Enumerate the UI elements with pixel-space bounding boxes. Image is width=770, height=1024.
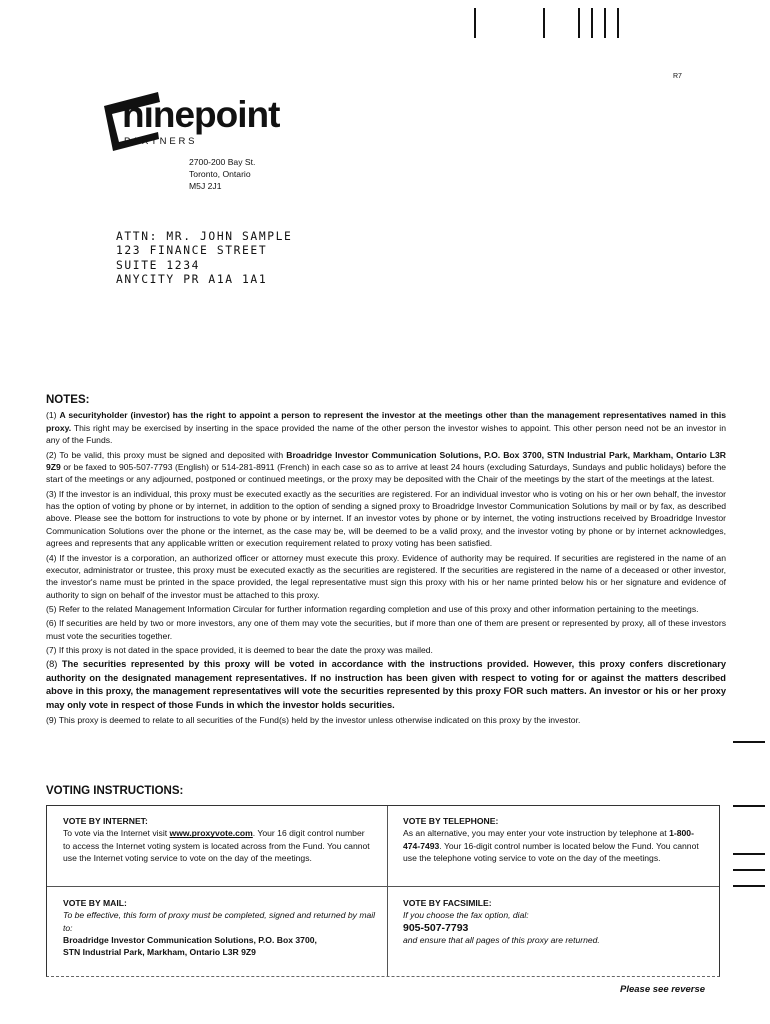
- internet-text-post: . Your 16 digit control number to access the Internet voting system is located across from the Fund. You cannot use the Internet voting service to vote on the day of the meetings.: [63, 828, 370, 863]
- page-code: R7: [673, 73, 682, 80]
- recipient-line: 123 FINANCE STREET: [116, 244, 268, 258]
- sender-address: [189, 156, 255, 192]
- mail-title: VOTE BY MAIL:: [63, 898, 127, 908]
- note-8-bold: The securities represented by this proxy will be voted in accordance with the instructions provided. However, this proxy confers discretionary authority on the designated management representatives. If no instruction has been given with respect to voting for or against the matters described above in this proxy, the management representatives will vote the securities represented by this proxy FOR such matters. An investor or his or her proxy may only vote in respect of those Funds in which the investor holds securities.: [46, 659, 726, 710]
- facsimile-title: VOTE BY FACSIMILE:: [403, 898, 492, 908]
- vote-by-telephone: [403, 815, 708, 864]
- recipient-line: ATTN: MR. JOHN SAMPLE: [116, 230, 293, 243]
- sender-line: Toronto, Ontario: [189, 169, 251, 179]
- recipient-address: [116, 230, 292, 287]
- internet-text-pre: To vote via the Internet visit: [63, 828, 170, 839]
- note-2-text: (2) To be valid, this proxy must be signed and deposited with: [46, 449, 287, 460]
- recipient-line: ANYCITY PR A1A 1A1: [116, 272, 268, 286]
- telephone-text-pre: As an alternative, you may enter your vote instruction by telephone at: [403, 828, 670, 839]
- internet-title: VOTE BY INTERNET:: [63, 816, 148, 826]
- sender-line: 2700-200 Bay St.: [189, 157, 256, 167]
- proxyvote-link[interactable]: www.proxyvote.com: [169, 828, 253, 839]
- ninepoint-logo: [100, 92, 280, 152]
- fax-note: [403, 934, 708, 946]
- vote-by-mail: [63, 897, 381, 958]
- sender-line: M5J 2J1: [189, 181, 222, 191]
- fax-number: 905-507-7793: [403, 921, 469, 934]
- logo-wordmark: ninepoint: [122, 94, 280, 135]
- telephone-text-post: . Your 16-digit control number is located below the Fund. You cannot use the telephone voting service to vote on the day of the meetings.: [403, 840, 699, 863]
- box-divider-vertical: [387, 806, 388, 976]
- note-6: (6) If securities are held by two or more investors, any one of them may vote the securities, but if more than one of them are present or represented by proxy, all of these investors must vote the securities together.: [46, 618, 726, 641]
- fax-note-text: and ensure that all pages of this proxy are returned.: [403, 934, 600, 945]
- mail-instruction: [63, 909, 381, 934]
- notes-heading: NOTES:: [46, 394, 90, 406]
- note-number: (1): [46, 410, 60, 421]
- telephone-text: [403, 827, 708, 864]
- mail-address-line: Broadridge Investor Communication Solutions, P.O. Box 3700,: [63, 934, 317, 945]
- margin-line: [733, 853, 765, 855]
- margin-line: [733, 885, 765, 887]
- vote-by-internet: [63, 815, 373, 864]
- note-1-text: This right may be exercised by inserting in the space provided the name of the other person the investor wishes to appoint. This other person need not be an investor in any of the Funds.: [46, 422, 726, 446]
- voting-instructions-heading: VOTING INSTRUCTIONS:: [46, 785, 184, 797]
- vote-by-facsimile: [403, 897, 708, 946]
- note-2: [46, 449, 726, 486]
- note-2-rest: or be faxed to 905-507-7793 (English) or 514-281-8911 (French) in each case so as to arrive at least 24 hours (excluding Saturdays, Sundays and public holidays) before the start of the meetings or any adjourned, postponed or continued meetings, or the proxy may be deposited with the Chair of the meetings by the start of the meetings at the latest.: [46, 461, 726, 485]
- voting-instructions-box: [46, 805, 720, 977]
- note-2-bold: Broadridge Investor Communication Solutions, P.O. Box 3700, STN Industrial Park, Markham, Ontario L3R 9Z9: [46, 449, 726, 472]
- note-number: (8): [46, 659, 62, 670]
- fax-instruction: [403, 909, 708, 921]
- mail-mark-bar: [474, 8, 476, 38]
- note-1: [46, 409, 726, 446]
- note-7: (7) If this proxy is not dated in the space provided, it is deemed to bear the date the proxy was mailed.: [46, 645, 433, 656]
- mail-address-line: STN Industrial Park, Markham, Ontario L3R 9Z9: [63, 947, 256, 958]
- telephone-number: 1-800-474-7493: [403, 828, 694, 851]
- note-8: [46, 658, 726, 712]
- fax-instruction-text: If you choose the fax option, dial:: [403, 910, 529, 921]
- note-1-bold: A securityholder (investor) has the right to appoint a person to represent the investor at the meetings other than the management representatives named in this proxy.: [46, 410, 726, 433]
- logo-subtitle: PARTNERS: [124, 136, 198, 147]
- mail-mark-bar: [604, 8, 606, 38]
- internet-text: [63, 827, 373, 864]
- telephone-title: VOTE BY TELEPHONE:: [403, 816, 499, 826]
- please-see-reverse: Please see reverse: [620, 984, 706, 995]
- recipient-line: SUITE 1234: [116, 258, 201, 272]
- mail-mark-bar: [591, 8, 593, 38]
- mail-mark-bar: [617, 8, 619, 38]
- note-9: (9) This proxy is deemed to relate to all securities of the Fund(s) held by the investor unless otherwise indicated on this proxy by the investor.: [46, 715, 581, 726]
- margin-line: [733, 741, 765, 743]
- mail-instruction-text: To be effective, this form of proxy must be completed, signed and returned by mail to:: [63, 910, 376, 933]
- box-divider-horizontal: [47, 886, 719, 887]
- mail-mark-bar: [578, 8, 580, 38]
- mail-mark-bar: [543, 8, 545, 38]
- margin-line: [733, 805, 765, 807]
- notes-section: [46, 394, 726, 729]
- note-4: (4) If the investor is a corporation, an authorized officer or attorney must execute this proxy. Evidence of authority may be required. If securities are registered in the name of an executor, administrator or trustee, this proxy must be executed exactly as the securities are registered. If the securities are registered in the name of a deceased or other investor, the investor's name must be printed in the space provided, the legal representative must sign this proxy with his or her name printed below his or her signature and evidence of authority to sign on behalf of the investor must be attached to this proxy.: [46, 552, 726, 600]
- note-5: (5) Refer to the related Management Information Circular for further information regarding completion and use of this proxy and other information pertaining to the meetings.: [46, 604, 699, 615]
- margin-line: [733, 869, 765, 871]
- note-3: (3) If the investor is an individual, this proxy must be executed exactly as the securities are registered. For an individual investor who is voting on his or her own behalf, the investor has the option of voting by phone or by internet, in addition to the option of sending a signed proxy to Broadridge Investor Communication Solutions by mail or by fax, as described above. Please see the bottom for instructions to vote by phone or by internet. If an investor votes by phone or by internet, the voting instructions received by Broadridge Investor Communication Solutions over the phone or the internet, as the case may be, will be deemed to be a valid proxy, and the investor voting by phone or by internet acknowledges, agrees and represents that any applicable written or execution requirement related to proxy voting has been satisfied.: [46, 488, 726, 549]
